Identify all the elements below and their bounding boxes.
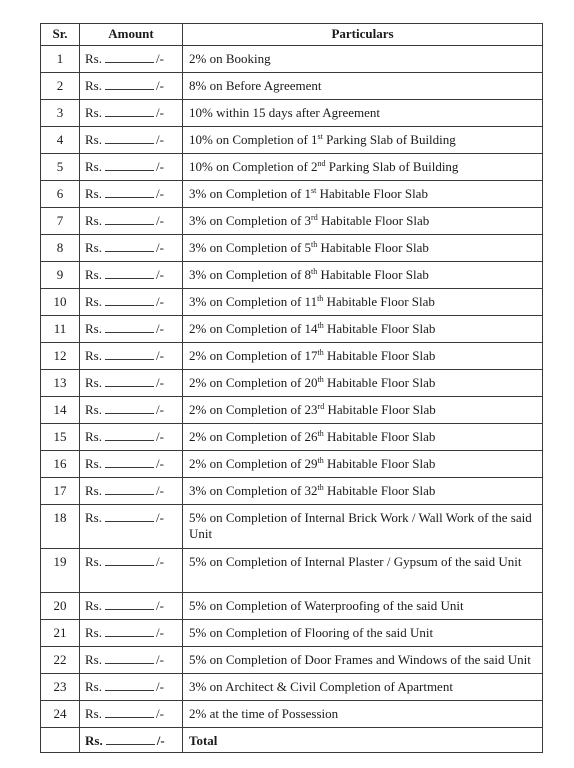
- amount-blank: [106, 733, 155, 745]
- sr-cell: 15: [41, 424, 80, 451]
- amount-blank: [105, 706, 154, 718]
- amount-blank: [105, 652, 154, 664]
- sr-cell: 21: [41, 620, 80, 647]
- particulars-text-end: Habitable Floor Slab: [317, 267, 429, 282]
- particulars-cell: [183, 316, 543, 343]
- particulars-text-end: Habitable Floor Slab: [316, 186, 428, 201]
- amount-suffix: /-: [155, 186, 164, 201]
- amount-prefix: Rs.: [85, 402, 102, 417]
- amount-blank: [105, 510, 154, 522]
- amount-blank: [105, 375, 154, 387]
- table-row: [41, 505, 543, 549]
- amount-blank: [105, 321, 154, 333]
- amount-prefix: Rs.: [85, 679, 102, 694]
- header-amount: Amount: [80, 24, 183, 46]
- table-row: [41, 208, 543, 235]
- amount-blank: [105, 78, 154, 90]
- ordinal-suffix: th: [311, 267, 318, 276]
- particulars-text-end: Habitable Floor Slab: [323, 321, 436, 336]
- amount-blank: [105, 348, 154, 360]
- amount-blank: [105, 456, 154, 468]
- table-row: [41, 262, 543, 289]
- particulars-text: 2% on Completion of 26: [189, 429, 318, 444]
- particulars-text-end: Habitable Floor Slab: [323, 348, 436, 363]
- amount-suffix: /-: [155, 706, 164, 721]
- amount-blank: [105, 483, 154, 495]
- table-row: [41, 316, 543, 343]
- sr-cell: 17: [41, 478, 80, 505]
- amount-prefix: Rs.: [85, 348, 102, 363]
- particulars-cell: [183, 208, 543, 235]
- total-row: [41, 728, 543, 753]
- amount-blank: [105, 554, 154, 566]
- particulars-cell: [183, 620, 543, 647]
- ordinal-suffix: st: [311, 186, 317, 195]
- amount-prefix: Rs.: [85, 159, 102, 174]
- amount-prefix: Rs.: [85, 78, 102, 93]
- amount-prefix: Rs.: [85, 213, 102, 228]
- table-row: [41, 701, 543, 728]
- sr-cell: 14: [41, 397, 80, 424]
- amount-suffix: /-: [155, 321, 164, 336]
- sr-cell: 7: [41, 208, 80, 235]
- amount-prefix: Rs.: [85, 294, 102, 309]
- amount-suffix: /-: [155, 375, 164, 390]
- ordinal-suffix: rd: [311, 213, 318, 222]
- particulars-cell: [183, 343, 543, 370]
- sr-cell: 8: [41, 235, 80, 262]
- sr-cell: 6: [41, 181, 80, 208]
- particulars-cell: [183, 73, 543, 100]
- amount-suffix: /-: [155, 105, 164, 120]
- particulars-text: 10% within 15 days after Agreement: [189, 105, 380, 120]
- ordinal-suffix: th: [317, 429, 324, 438]
- amount-cell: [80, 647, 183, 674]
- particulars-text: 3% on Completion of 3: [189, 213, 312, 228]
- table-row: [41, 424, 543, 451]
- sr-cell: 12: [41, 343, 80, 370]
- table-row: [41, 154, 543, 181]
- particulars-cell: [183, 593, 543, 620]
- amount-prefix: Rs.: [85, 483, 102, 498]
- particulars-text-end: Parking Slab of Building: [325, 159, 459, 174]
- amount-prefix: Rs.: [85, 321, 102, 336]
- particulars-cell: [183, 451, 543, 478]
- amount-blank: [105, 267, 154, 279]
- particulars-text-end: Parking Slab of Building: [322, 132, 456, 147]
- ordinal-suffix: th: [317, 348, 324, 357]
- particulars-cell: [183, 424, 543, 451]
- header-sr: Sr.: [41, 24, 80, 46]
- particulars-text: 5% on Completion of Door Frames and Windows of the said Unit: [189, 652, 531, 667]
- amount-cell: [80, 397, 183, 424]
- particulars-cell: [183, 647, 543, 674]
- amount-cell: [80, 127, 183, 154]
- amount-suffix: /-: [155, 78, 164, 93]
- amount-suffix: /-: [155, 483, 164, 498]
- amount-blank: [105, 213, 154, 225]
- particulars-text-end: Habitable Floor Slab: [324, 402, 436, 417]
- amount-suffix: /-: [155, 132, 164, 147]
- particulars-text-end: Habitable Floor Slab: [323, 375, 436, 390]
- amount-prefix: Rs.: [85, 706, 102, 721]
- table-row: [41, 451, 543, 478]
- table-row: [41, 289, 543, 316]
- amount-cell: [80, 549, 183, 593]
- sr-cell: 5: [41, 154, 80, 181]
- amount-suffix: /-: [155, 679, 164, 694]
- amount-blank: [105, 625, 154, 637]
- amount-blank: [105, 186, 154, 198]
- sr-cell: 18: [41, 505, 80, 549]
- amount-prefix: Rs.: [85, 105, 102, 120]
- particulars-text-end: Habitable Floor Slab: [323, 429, 436, 444]
- amount-prefix: Rs.: [85, 186, 102, 201]
- ordinal-suffix: th: [317, 456, 324, 465]
- table-row: [41, 370, 543, 397]
- amount-cell: [80, 73, 183, 100]
- amount-cell: [80, 46, 183, 73]
- table-row: [41, 674, 543, 701]
- sr-cell: 11: [41, 316, 80, 343]
- amount-blank: [105, 429, 154, 441]
- amount-cell: [80, 343, 183, 370]
- amount-blank: [105, 402, 154, 414]
- particulars-text-end: Habitable Floor Slab: [323, 294, 435, 309]
- amount-blank: [105, 132, 154, 144]
- particulars-text: 2% on Completion of 17: [189, 348, 318, 363]
- particulars-text: 5% on Completion of Waterproofing of the said Unit: [189, 598, 464, 613]
- particulars-cell: [183, 154, 543, 181]
- sr-cell: 3: [41, 100, 80, 127]
- amount-suffix: /-: [155, 159, 164, 174]
- ordinal-suffix: rd: [317, 402, 325, 411]
- amount-prefix: Rs.: [85, 267, 102, 282]
- particulars-text: 5% on Completion of Internal Plaster / Gypsum of the said Unit: [189, 554, 522, 569]
- amount-prefix: Rs.: [85, 456, 102, 471]
- sr-cell: 9: [41, 262, 80, 289]
- amount-cell: [80, 316, 183, 343]
- amount-cell: [80, 478, 183, 505]
- particulars-text: 2% on Completion of 20: [189, 375, 318, 390]
- table-row: [41, 549, 543, 593]
- particulars-text: 2% on Completion of 29: [189, 456, 318, 471]
- particulars-cell: [183, 701, 543, 728]
- amount-prefix: Rs.: [85, 375, 102, 390]
- sr-cell: 13: [41, 370, 80, 397]
- amount-cell: [80, 154, 183, 181]
- particulars-cell: [183, 505, 543, 549]
- ordinal-suffix: th: [317, 483, 324, 492]
- ordinal-suffix: th: [317, 375, 324, 384]
- amount-suffix: /-: [155, 213, 164, 228]
- amount-prefix: Rs.: [85, 429, 102, 444]
- amount-cell: [80, 289, 183, 316]
- amount-cell: [80, 235, 183, 262]
- header-particulars: Particulars: [183, 24, 543, 46]
- amount-suffix: /-: [155, 348, 164, 363]
- particulars-text: 3% on Architect & Civil Completion of Apartment: [189, 679, 453, 694]
- amount-suffix: /-: [155, 625, 164, 640]
- ordinal-suffix: th: [317, 294, 324, 303]
- sr-cell: 16: [41, 451, 80, 478]
- amount-prefix: Rs.: [85, 510, 102, 525]
- particulars-cell: [183, 100, 543, 127]
- particulars-text: 2% on Completion of 23: [189, 402, 318, 417]
- particulars-text: 3% on Completion of 11: [189, 294, 318, 309]
- amount-cell: [80, 701, 183, 728]
- particulars-text: 2% on Completion of 14: [189, 321, 318, 336]
- amount-blank: [105, 598, 154, 610]
- amount-prefix: Rs.: [85, 51, 102, 66]
- ordinal-suffix: th: [317, 321, 324, 330]
- particulars-text: 8% on Before Agreement: [189, 78, 322, 93]
- amount-blank: [105, 294, 154, 306]
- amount-cell: [80, 620, 183, 647]
- amount-prefix: Rs.: [85, 132, 102, 147]
- sr-cell: 20: [41, 593, 80, 620]
- amount-prefix: Rs.: [85, 240, 102, 255]
- sr-cell: 2: [41, 73, 80, 100]
- sr-cell: 24: [41, 701, 80, 728]
- amount-blank: [105, 159, 154, 171]
- amount-suffix: /-: [155, 267, 164, 282]
- amount-cell: [80, 100, 183, 127]
- particulars-cell: [183, 235, 543, 262]
- particulars-text-end: Habitable Floor Slab: [323, 483, 436, 498]
- total-amount-cell: [80, 728, 183, 753]
- amount-suffix: /-: [155, 294, 164, 309]
- amount-prefix: Rs.: [85, 733, 103, 748]
- sr-cell: 10: [41, 289, 80, 316]
- amount-cell: [80, 181, 183, 208]
- particulars-text: 3% on Completion of 1: [189, 186, 312, 201]
- particulars-cell: [183, 46, 543, 73]
- amount-cell: [80, 593, 183, 620]
- sr-cell: 4: [41, 127, 80, 154]
- ordinal-suffix: st: [317, 132, 323, 141]
- amount-suffix: /-: [155, 510, 164, 525]
- payment-schedule-table: [40, 23, 543, 753]
- amount-suffix: /-: [155, 240, 164, 255]
- sr-cell: 19: [41, 549, 80, 593]
- total-sr-cell: [41, 728, 80, 753]
- amount-cell: [80, 370, 183, 397]
- table-row: [41, 478, 543, 505]
- ordinal-suffix: nd: [317, 159, 326, 168]
- particulars-text: 10% on Completion of 2: [189, 159, 318, 174]
- amount-cell: [80, 262, 183, 289]
- particulars-text: 3% on Completion of 32: [189, 483, 318, 498]
- amount-prefix: Rs.: [85, 652, 102, 667]
- particulars-cell: [183, 478, 543, 505]
- particulars-text-end: Habitable Floor Slab: [317, 240, 429, 255]
- table-row: [41, 620, 543, 647]
- amount-prefix: Rs.: [85, 598, 102, 613]
- amount-suffix: /-: [155, 652, 164, 667]
- amount-suffix: /-: [155, 51, 164, 66]
- amount-cell: [80, 505, 183, 549]
- particulars-cell: [183, 262, 543, 289]
- table-row: [41, 181, 543, 208]
- amount-suffix: /-: [155, 402, 164, 417]
- particulars-cell: [183, 289, 543, 316]
- table-row: [41, 397, 543, 424]
- particulars-text: 5% on Completion of Internal Brick Work / Wall Work of the said Unit: [189, 510, 532, 541]
- sr-cell: 1: [41, 46, 80, 73]
- amount-blank: [105, 240, 154, 252]
- table-row: [41, 73, 543, 100]
- amount-prefix: Rs.: [85, 625, 102, 640]
- amount-cell: [80, 424, 183, 451]
- amount-cell: [80, 451, 183, 478]
- particulars-cell: [183, 370, 543, 397]
- payment-schedule: [40, 23, 543, 753]
- particulars-text-end: Habitable Floor Slab: [323, 456, 436, 471]
- particulars-cell: [183, 397, 543, 424]
- amount-suffix: /-: [156, 733, 165, 748]
- particulars-text: 2% on Booking: [189, 51, 271, 66]
- amount-suffix: /-: [155, 598, 164, 613]
- table-row: [41, 647, 543, 674]
- particulars-text: 5% on Completion of Flooring of the said Unit: [189, 625, 434, 640]
- table-row: [41, 593, 543, 620]
- table-row: [41, 235, 543, 262]
- header-row: [41, 24, 543, 46]
- particulars-text: 3% on Completion of 8: [189, 267, 312, 282]
- particulars-text: 10% on Completion of 1: [189, 132, 318, 147]
- particulars-text: 3% on Completion of 5: [189, 240, 312, 255]
- particulars-text-end: Habitable Floor Slab: [317, 213, 430, 228]
- amount-blank: [105, 51, 154, 63]
- sr-cell: 22: [41, 647, 80, 674]
- amount-prefix: Rs.: [85, 554, 102, 569]
- amount-suffix: /-: [155, 456, 164, 471]
- table-row: [41, 46, 543, 73]
- ordinal-suffix: th: [311, 240, 318, 249]
- amount-cell: [80, 674, 183, 701]
- amount-suffix: /-: [155, 554, 164, 569]
- particulars-cell: [183, 181, 543, 208]
- particulars-cell: [183, 549, 543, 593]
- sr-cell: 23: [41, 674, 80, 701]
- amount-blank: [105, 679, 154, 691]
- table-row: [41, 100, 543, 127]
- table-body: [41, 46, 543, 728]
- amount-suffix: /-: [155, 429, 164, 444]
- particulars-cell: [183, 674, 543, 701]
- table-row: [41, 343, 543, 370]
- table-row: [41, 127, 543, 154]
- amount-blank: [105, 105, 154, 117]
- particulars-text: 2% at the time of Possession: [189, 706, 339, 721]
- amount-cell: [80, 208, 183, 235]
- particulars-cell: [183, 127, 543, 154]
- total-label: Total: [183, 728, 543, 753]
